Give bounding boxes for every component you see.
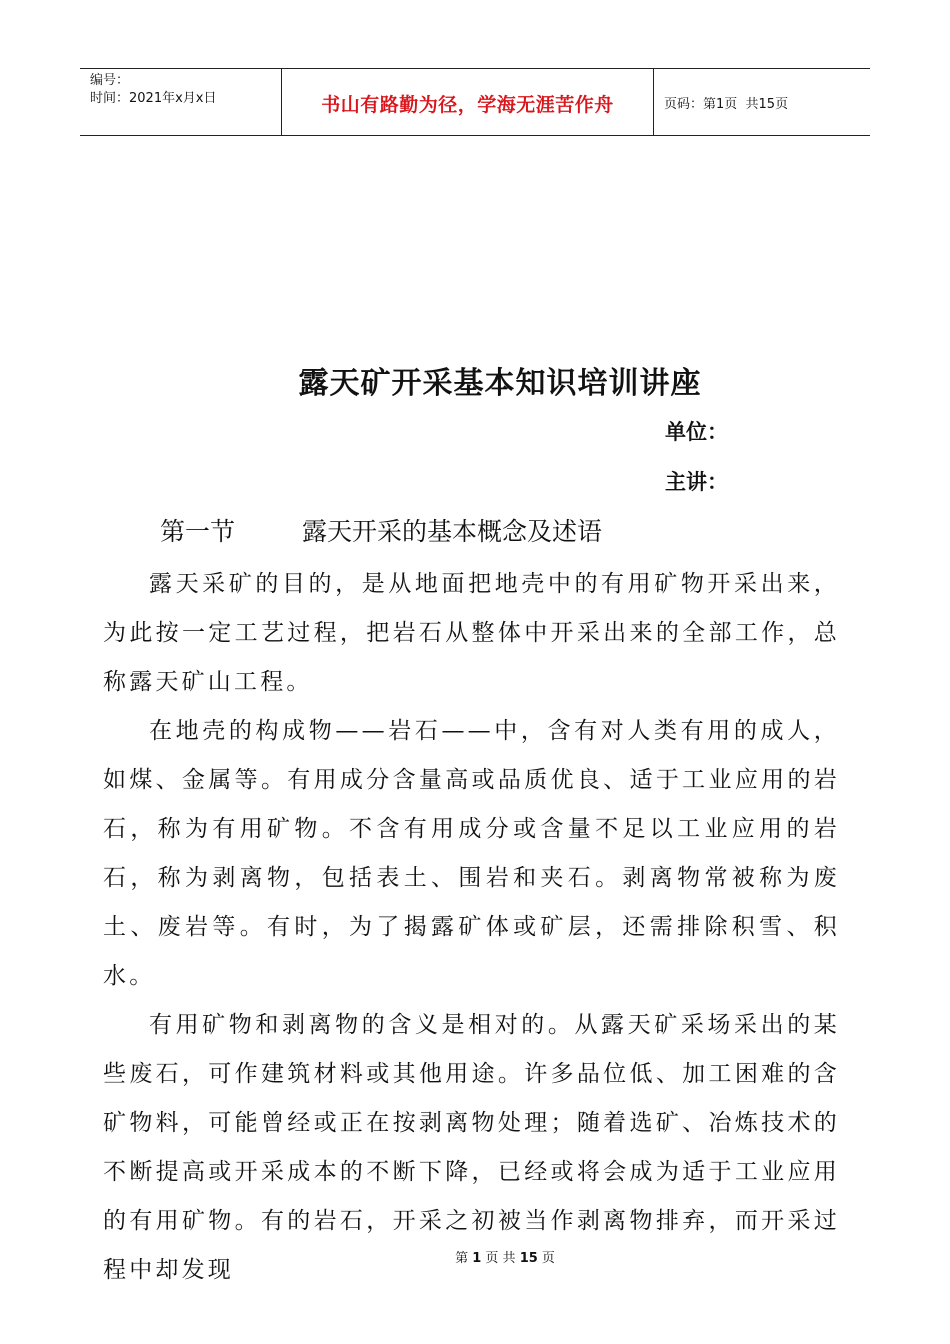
unit-label: 单位： — [665, 420, 728, 444]
speaker-label: 主讲： — [665, 470, 728, 494]
paragraph: 有用矿物和剥离物的含义是相对的。从露天矿采场采出的某些废石，可作建筑材料或其他用途。许多品位低、加工困难的含矿物料，可能曾经或正在按剥离物处理；随着选矿、冶炼技术的不断提高或开采成本的不断下降，已经或将会成为适于工业应用的有用矿物。有的岩石，开采之初被当作剥离物排弃，而开采过程中却发现 — [103, 1012, 840, 1283]
page-info: 页码：第1页 共15页 — [664, 96, 789, 112]
section-title: 露天开采的基本概念及述语 — [302, 517, 603, 546]
header-info-cell — [80, 69, 282, 135]
section-heading — [160, 512, 602, 548]
number-label: 编号： — [90, 73, 130, 88]
document-title: 露天矿开采基本知识培训讲座 — [298, 366, 702, 401]
header-motto: 书山有路勤为径，学海无涯苦作舟 — [282, 69, 654, 135]
section-number: 第一节 — [160, 517, 236, 546]
paragraph: 在地壳的构成物——岩石——中，含有对人类有用的成人，如煤、金属等。有用成分含量高或品质优良、适于工业应用的岩石，称为有用矿物。不含有用成分或含量不足以工业应用的岩石，称为剥离物，包括表土、围岩和夹石。剥离物常被称为废土、废岩等。有时，为了揭露矿体或矿层，还需排除积雪、积水。 — [103, 718, 840, 989]
header-table — [80, 68, 870, 136]
header-page-cell — [654, 69, 870, 135]
paragraph: 露天采矿的目的，是从地面把地壳中的有用矿物开采出来，为此按一定工艺过程，把岩石从整体中开采出来的全部工作，总称露天矿山工程。 — [103, 571, 840, 695]
page-footer — [0, 1247, 950, 1266]
time-label: 时间：2021年x月x日 — [90, 91, 217, 106]
footer-middle: 页 共 — [485, 1251, 516, 1266]
footer-prefix: 第 — [455, 1251, 469, 1266]
footer-total-pages: 15 — [519, 1251, 538, 1266]
body-text — [103, 560, 840, 1295]
footer-suffix: 页 — [541, 1251, 555, 1266]
footer-current-page: 1 — [472, 1251, 482, 1266]
